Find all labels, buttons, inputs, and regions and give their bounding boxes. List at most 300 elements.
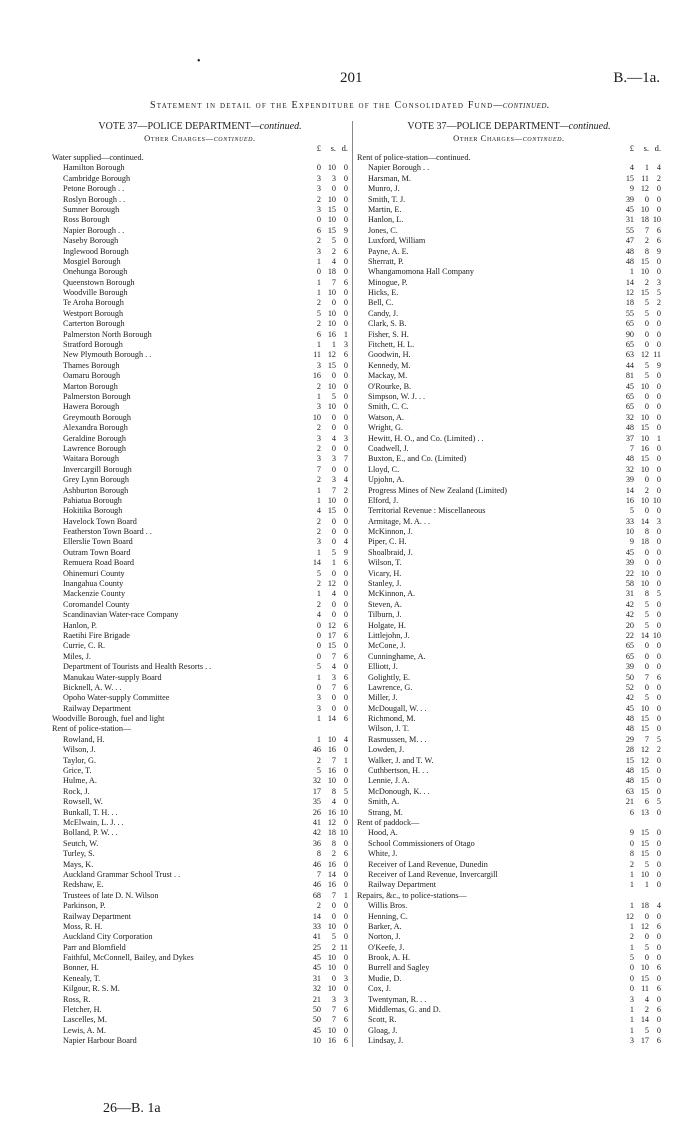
entry-pounds: 58 bbox=[625, 579, 634, 589]
entry-pounds: 22 bbox=[625, 630, 634, 640]
entry-pence: 6 bbox=[343, 630, 348, 640]
right-entries bbox=[357, 153, 661, 1047]
entry-pounds: 12 bbox=[625, 911, 634, 921]
entry-pence: 0 bbox=[656, 475, 661, 485]
entry-shillings: 15 bbox=[640, 838, 649, 848]
entry-pounds: 14 bbox=[625, 277, 634, 287]
table-row bbox=[52, 288, 348, 298]
table-row bbox=[357, 683, 661, 693]
entry-label: Woodville Borough, fuel and light bbox=[52, 714, 165, 724]
entry-label: Receiver of Land Revenue, Dunedin bbox=[368, 859, 488, 869]
entry-pence: 6 bbox=[343, 1036, 348, 1046]
entry-pence: 0 bbox=[343, 423, 348, 433]
entry-shillings: 5 bbox=[644, 620, 649, 630]
entry-pounds: 1 bbox=[316, 714, 321, 724]
table-row bbox=[52, 787, 348, 797]
entry-pounds: 45 bbox=[625, 547, 634, 557]
entry-pence: 0 bbox=[656, 786, 661, 796]
pounds-header: £ bbox=[629, 143, 634, 153]
entry-shillings: 0 bbox=[331, 599, 336, 609]
entry-pence: 9 bbox=[343, 225, 348, 235]
entry-shillings: 5 bbox=[644, 942, 649, 952]
table-row bbox=[357, 309, 661, 319]
entry-pence: 0 bbox=[343, 599, 348, 609]
entry-shillings: 2 bbox=[644, 485, 649, 495]
entry-shillings: 0 bbox=[331, 537, 336, 547]
entry-label: Inangahua County bbox=[63, 579, 124, 589]
entry-pounds: 3 bbox=[316, 184, 321, 194]
table-row bbox=[357, 797, 661, 807]
entry-pounds: 39 bbox=[625, 475, 634, 485]
table-row bbox=[357, 1015, 661, 1025]
entry-shillings: 0 bbox=[644, 391, 649, 401]
table-row bbox=[52, 350, 348, 360]
entry-label: Kennedy, M. bbox=[368, 360, 411, 370]
entry-shillings: 0 bbox=[331, 703, 336, 713]
table-row bbox=[357, 340, 661, 350]
entry-label: Thames Borough bbox=[63, 360, 120, 370]
table-row bbox=[52, 818, 348, 828]
entry-label: Te Aroha Borough bbox=[63, 298, 124, 308]
entry-pounds: 42 bbox=[625, 693, 634, 703]
entry-shillings: 1 bbox=[331, 340, 336, 350]
table-row bbox=[52, 278, 348, 288]
table-row bbox=[357, 912, 661, 922]
table-row bbox=[357, 984, 661, 994]
entry-shillings: 17 bbox=[640, 1036, 649, 1046]
entry-pounds: 46 bbox=[312, 745, 321, 755]
entry-pence: 0 bbox=[656, 423, 661, 433]
entry-pence: 0 bbox=[656, 807, 661, 817]
other-charges-label: Other Charges bbox=[453, 133, 515, 143]
entry-pounds: 63 bbox=[625, 350, 634, 360]
entry-pence: 0 bbox=[343, 173, 348, 183]
entry-pence: 3 bbox=[343, 994, 348, 1004]
entry-label: Vicary, H. bbox=[368, 568, 402, 578]
entry-pence: 10 bbox=[652, 215, 661, 225]
entry-pence: 6 bbox=[343, 672, 348, 682]
entry-label: Munro, J. bbox=[368, 184, 400, 194]
table-row bbox=[52, 828, 348, 838]
entry-pence: 0 bbox=[656, 1025, 661, 1035]
entry-shillings: 4 bbox=[331, 797, 336, 807]
entry-pounds: 1 bbox=[316, 495, 321, 505]
entry-label: Bonner, H. bbox=[63, 963, 99, 973]
entry-label: Luxford, William bbox=[368, 236, 426, 246]
entry-pence: 0 bbox=[656, 412, 661, 422]
entry-pence: 0 bbox=[343, 516, 348, 526]
table-row bbox=[52, 257, 348, 267]
entry-label: McDonough, K. . . bbox=[368, 786, 430, 796]
entry-label: New Plymouth Borough . . bbox=[63, 350, 152, 360]
entry-shillings: 0 bbox=[644, 402, 649, 412]
entry-pounds: 41 bbox=[312, 818, 321, 827]
entry-label: Brook, A. H. bbox=[368, 953, 411, 963]
entry-label: Barker, A. bbox=[368, 921, 402, 931]
table-row bbox=[357, 1036, 661, 1046]
entry-label: Grey Lynn Borough bbox=[63, 475, 129, 485]
table-row bbox=[357, 693, 661, 703]
entry-pounds: 9 bbox=[629, 184, 634, 194]
entry-label: Outram Town Board bbox=[63, 547, 131, 557]
table-row bbox=[52, 423, 348, 433]
entry-shillings: 15 bbox=[640, 828, 649, 838]
statement-heading bbox=[0, 100, 700, 111]
table-row bbox=[357, 714, 661, 724]
entry-pounds: 7 bbox=[629, 443, 634, 453]
table-row bbox=[357, 922, 661, 932]
entry-pence: 0 bbox=[656, 599, 661, 609]
entry-pounds: 11 bbox=[313, 350, 321, 360]
entry-label: Geraldine Borough bbox=[63, 433, 126, 443]
entry-shillings: 10 bbox=[640, 963, 649, 973]
entry-pence: 0 bbox=[343, 298, 348, 308]
entry-label: Scandinavian Water-race Company bbox=[63, 610, 179, 620]
table-row bbox=[52, 454, 348, 464]
entry-pence: 0 bbox=[656, 329, 661, 339]
entry-pence: 0 bbox=[656, 579, 661, 589]
entry-pence: 0 bbox=[656, 932, 661, 942]
table-row bbox=[52, 912, 348, 922]
entry-pence: 0 bbox=[656, 194, 661, 204]
entry-pounds: 2 bbox=[316, 599, 321, 609]
entry-label: Taylor, G. bbox=[63, 755, 96, 765]
document-reference: B.—1a. bbox=[613, 70, 660, 86]
table-row bbox=[52, 704, 348, 714]
entry-pounds: 36 bbox=[312, 838, 321, 848]
entry-label: Ross, R. bbox=[63, 994, 91, 1004]
entry-shillings: 15 bbox=[327, 204, 336, 214]
entry-pounds: 28 bbox=[625, 745, 634, 755]
entry-pounds: 31 bbox=[625, 589, 634, 599]
entry-shillings: 7 bbox=[331, 890, 336, 900]
entry-pounds: 48 bbox=[625, 714, 634, 724]
entry-pounds: 31 bbox=[625, 215, 634, 225]
entry-shillings: 10 bbox=[327, 215, 336, 225]
entry-label: McKinnon, A. bbox=[368, 589, 416, 599]
entry-pounds: 9 bbox=[629, 828, 634, 838]
entry-pounds: 7 bbox=[316, 464, 321, 474]
entry-label: Strang, M. bbox=[368, 807, 403, 817]
entry-pence: 0 bbox=[343, 1025, 348, 1035]
entry-pence: 0 bbox=[343, 911, 348, 921]
entry-shillings: 15 bbox=[640, 849, 649, 859]
entry-pounds: 20 bbox=[625, 620, 634, 630]
entry-label: Mosgiel Borough bbox=[63, 256, 121, 266]
entry-pence: 0 bbox=[343, 984, 348, 994]
entry-shillings: 12 bbox=[640, 921, 649, 931]
entry-pounds: 3 bbox=[316, 402, 321, 412]
entry-pence: 0 bbox=[343, 869, 348, 879]
table-row bbox=[357, 735, 661, 745]
table-row bbox=[357, 776, 661, 786]
entry-pence: 6 bbox=[656, 921, 661, 931]
entry-pounds: 3 bbox=[316, 246, 321, 256]
table-row bbox=[52, 621, 348, 631]
entry-label: Hawera Borough bbox=[63, 402, 120, 412]
table-row bbox=[52, 195, 348, 205]
entry-shillings: 10 bbox=[640, 412, 649, 422]
entry-shillings: 11 bbox=[641, 173, 649, 183]
entry-pence: 0 bbox=[656, 994, 661, 1004]
table-row bbox=[357, 444, 661, 454]
entry-pounds: 25 bbox=[312, 942, 321, 952]
entry-label: White, J. bbox=[368, 849, 398, 859]
entry-pence: 0 bbox=[343, 901, 348, 911]
table-row bbox=[52, 247, 348, 257]
entry-shillings: 0 bbox=[644, 194, 649, 204]
entry-pence: 0 bbox=[656, 485, 661, 495]
entry-shillings: 4 bbox=[331, 433, 336, 443]
table-row bbox=[52, 527, 348, 537]
entry-pounds: 0 bbox=[316, 620, 321, 630]
table-row bbox=[357, 174, 661, 184]
entry-shillings: 0 bbox=[644, 651, 649, 661]
table-row bbox=[357, 610, 661, 620]
entry-pence: 0 bbox=[656, 828, 661, 838]
table-row bbox=[357, 995, 661, 1005]
entry-label: Bunkall, T. H. . . bbox=[63, 807, 118, 817]
entry-label: Oamaru Borough bbox=[63, 371, 121, 381]
entry-shillings: 18 bbox=[640, 901, 649, 911]
entry-pence: 10 bbox=[339, 828, 348, 838]
entry-pence: 2 bbox=[656, 173, 661, 183]
entry-pence: 6 bbox=[343, 620, 348, 630]
entry-pounds: 52 bbox=[625, 682, 634, 692]
entry-shillings: 10 bbox=[327, 194, 336, 204]
entry-label: Railway Department bbox=[63, 911, 131, 921]
entry-pounds: 2 bbox=[629, 859, 634, 869]
entry-pence: 0 bbox=[343, 371, 348, 381]
entry-label: Sumner Borough bbox=[63, 204, 120, 214]
entry-shillings: 0 bbox=[644, 319, 649, 329]
entry-pounds: 14 bbox=[312, 558, 321, 568]
table-row bbox=[357, 330, 661, 340]
table-row bbox=[52, 631, 348, 641]
table-row bbox=[357, 465, 661, 475]
entry-pounds: 4 bbox=[316, 610, 321, 620]
entry-label: Wright, G. bbox=[368, 423, 403, 433]
entry-pounds: 0 bbox=[316, 651, 321, 661]
entry-label: Remuera Road Board bbox=[63, 558, 134, 568]
entry-pence: 6 bbox=[343, 651, 348, 661]
table-row bbox=[357, 517, 661, 527]
entry-label: Coromandel County bbox=[63, 599, 130, 609]
table-row bbox=[357, 724, 661, 734]
entry-label: Lennie, J. A. bbox=[368, 776, 410, 786]
entry-label: O'Keefe, J. bbox=[368, 942, 405, 952]
entry-pence: 11 bbox=[653, 350, 661, 360]
other-charges-label: Other Charges bbox=[144, 133, 206, 143]
entry-label: Hokitika Borough bbox=[63, 506, 123, 516]
entry-label: Miller, J. bbox=[368, 693, 398, 703]
entry-shillings: 0 bbox=[331, 412, 336, 422]
entry-shillings: 12 bbox=[327, 350, 336, 360]
entry-shillings: 7 bbox=[331, 755, 336, 765]
entry-pence: 6 bbox=[656, 1036, 661, 1046]
table-row bbox=[52, 652, 348, 662]
table-row bbox=[52, 714, 348, 724]
entry-pounds: 2 bbox=[316, 236, 321, 246]
entry-shillings: 8 bbox=[644, 246, 649, 256]
entry-pence: 5 bbox=[656, 734, 661, 744]
entry-shillings: 0 bbox=[644, 911, 649, 921]
entry-label: Goodwin, H. bbox=[368, 350, 411, 360]
table-row bbox=[357, 974, 661, 984]
entry-label: Fisher, S. H. bbox=[368, 329, 409, 339]
table-row bbox=[52, 984, 348, 994]
page-footer: 26—B. 1a bbox=[103, 1101, 161, 1116]
entry-pounds: 5 bbox=[629, 953, 634, 963]
entry-shillings: 0 bbox=[331, 911, 336, 921]
entry-shillings: 15 bbox=[640, 973, 649, 983]
entry-pence: 0 bbox=[656, 184, 661, 194]
entry-pounds: 2 bbox=[316, 194, 321, 204]
entry-shillings: 0 bbox=[331, 516, 336, 526]
entry-shillings: 15 bbox=[327, 506, 336, 516]
entry-pence: 0 bbox=[343, 236, 348, 246]
right-column bbox=[352, 121, 661, 1047]
table-row bbox=[52, 226, 348, 236]
entry-pence: 0 bbox=[343, 412, 348, 422]
entry-pence: 0 bbox=[343, 527, 348, 537]
entry-shillings: 5 bbox=[644, 360, 649, 370]
entry-label: Coadwell, J. bbox=[368, 443, 409, 453]
table-row bbox=[52, 475, 348, 485]
entry-label: Parr and Blomfield bbox=[63, 942, 126, 952]
entry-label: Napier Harbour Board bbox=[63, 1036, 137, 1046]
entry-pence: 0 bbox=[343, 963, 348, 973]
entry-pounds: 1 bbox=[629, 921, 634, 931]
entry-shillings: 0 bbox=[644, 682, 649, 692]
table-row bbox=[52, 974, 348, 984]
entry-pence: 0 bbox=[343, 579, 348, 589]
table-row bbox=[52, 797, 348, 807]
table-row bbox=[357, 153, 661, 163]
entry-shillings: 5 bbox=[644, 298, 649, 308]
table-row bbox=[52, 537, 348, 547]
entry-pounds: 3 bbox=[629, 994, 634, 1004]
table-row bbox=[52, 600, 348, 610]
entry-label: Ohinemuri County bbox=[63, 568, 125, 578]
table-row bbox=[52, 465, 348, 475]
entry-shillings: 12 bbox=[640, 745, 649, 755]
entry-label: Harsman, M. bbox=[368, 173, 411, 183]
entry-pounds: 3 bbox=[316, 454, 321, 464]
entry-pounds: 44 bbox=[625, 360, 634, 370]
entry-pounds: 2 bbox=[316, 579, 321, 589]
entry-pence: 6 bbox=[656, 963, 661, 973]
entry-shillings: 15 bbox=[327, 360, 336, 370]
entry-pounds: 3 bbox=[316, 693, 321, 703]
entry-shillings: 5 bbox=[644, 693, 649, 703]
table-row bbox=[357, 319, 661, 329]
table-row bbox=[357, 673, 661, 683]
entry-pence: 10 bbox=[652, 495, 661, 505]
entry-label: Raetihi Fire Brigade bbox=[63, 630, 130, 640]
table-row bbox=[52, 963, 348, 973]
entry-pounds: 5 bbox=[629, 506, 634, 516]
entry-label: Auckland City Corporation bbox=[63, 932, 153, 942]
entry-shillings: 0 bbox=[331, 423, 336, 433]
entry-pence: 0 bbox=[656, 527, 661, 537]
entry-pounds: 4 bbox=[316, 506, 321, 516]
table-row bbox=[52, 849, 348, 859]
entry-pence: 0 bbox=[656, 651, 661, 661]
table-row bbox=[52, 1005, 348, 1015]
entry-pounds: 39 bbox=[625, 662, 634, 672]
entry-pounds: 50 bbox=[312, 1015, 321, 1025]
entry-pounds: 39 bbox=[625, 194, 634, 204]
table-row bbox=[52, 371, 348, 381]
entry-label: Candy, J. bbox=[368, 308, 399, 318]
entry-label: Faithful, McConnell, Bailey, and Dykes bbox=[63, 953, 194, 963]
table-row bbox=[52, 486, 348, 496]
entry-label: Alexandra Borough bbox=[63, 423, 128, 433]
entry-pence: 4 bbox=[343, 475, 348, 485]
entry-label: Scott, R. bbox=[368, 1015, 397, 1025]
entry-pence: 6 bbox=[656, 672, 661, 682]
entry-pence: 0 bbox=[656, 558, 661, 568]
entry-pence: 0 bbox=[656, 620, 661, 630]
entry-shillings: 1 bbox=[644, 880, 649, 890]
entry-pounds: 1 bbox=[316, 277, 321, 287]
entry-shillings: 4 bbox=[331, 589, 336, 599]
entry-pounds: 48 bbox=[625, 246, 634, 256]
table-row bbox=[52, 901, 348, 911]
entry-label: Wilson, T. bbox=[368, 558, 402, 568]
entry-pounds: 33 bbox=[625, 516, 634, 526]
statement-title: Statement in detail of the Expenditure of the Consolidated Fund bbox=[150, 100, 494, 111]
entry-label: Ashburton Borough bbox=[63, 485, 129, 495]
entry-pence: 3 bbox=[656, 516, 661, 526]
table-row bbox=[52, 641, 348, 651]
entry-pounds: 32 bbox=[625, 464, 634, 474]
entry-pence: 6 bbox=[343, 558, 348, 568]
entry-pence: 0 bbox=[656, 391, 661, 401]
entry-pence: 0 bbox=[656, 703, 661, 713]
entry-pounds: 65 bbox=[625, 402, 634, 412]
entry-shillings: 3 bbox=[331, 672, 336, 682]
entry-pounds: 15 bbox=[625, 173, 634, 183]
table-row bbox=[52, 589, 348, 599]
table-row bbox=[357, 475, 661, 485]
entry-label: Minogue, P. bbox=[368, 277, 408, 287]
entry-label: Trustees of late D. N. Wilson bbox=[63, 890, 159, 900]
entry-label: Lloyd, C. bbox=[368, 464, 400, 474]
entry-pounds: 39 bbox=[625, 558, 634, 568]
table-row bbox=[52, 413, 348, 423]
table-row bbox=[357, 756, 661, 766]
entry-pence: 0 bbox=[343, 766, 348, 776]
entry-pence: 0 bbox=[656, 506, 661, 516]
entry-label: Mudie, D. bbox=[368, 973, 402, 983]
table-row bbox=[357, 392, 661, 402]
entry-pence: 0 bbox=[656, 911, 661, 921]
entry-label: Miles, J. bbox=[63, 651, 91, 661]
entry-pence: 1 bbox=[343, 890, 348, 900]
table-row bbox=[52, 205, 348, 215]
entry-label: McCone, J. bbox=[368, 641, 406, 651]
entry-label: Mackay, M. bbox=[368, 371, 408, 381]
entry-pounds: 22 bbox=[625, 568, 634, 578]
entry-shillings: 7 bbox=[644, 225, 649, 235]
entry-label: Bolland, P. W. . . bbox=[63, 828, 118, 838]
entry-pounds: 8 bbox=[316, 849, 321, 859]
entry-label: Lowden, J. bbox=[368, 745, 405, 755]
table-row bbox=[357, 413, 661, 423]
table-row bbox=[52, 330, 348, 340]
